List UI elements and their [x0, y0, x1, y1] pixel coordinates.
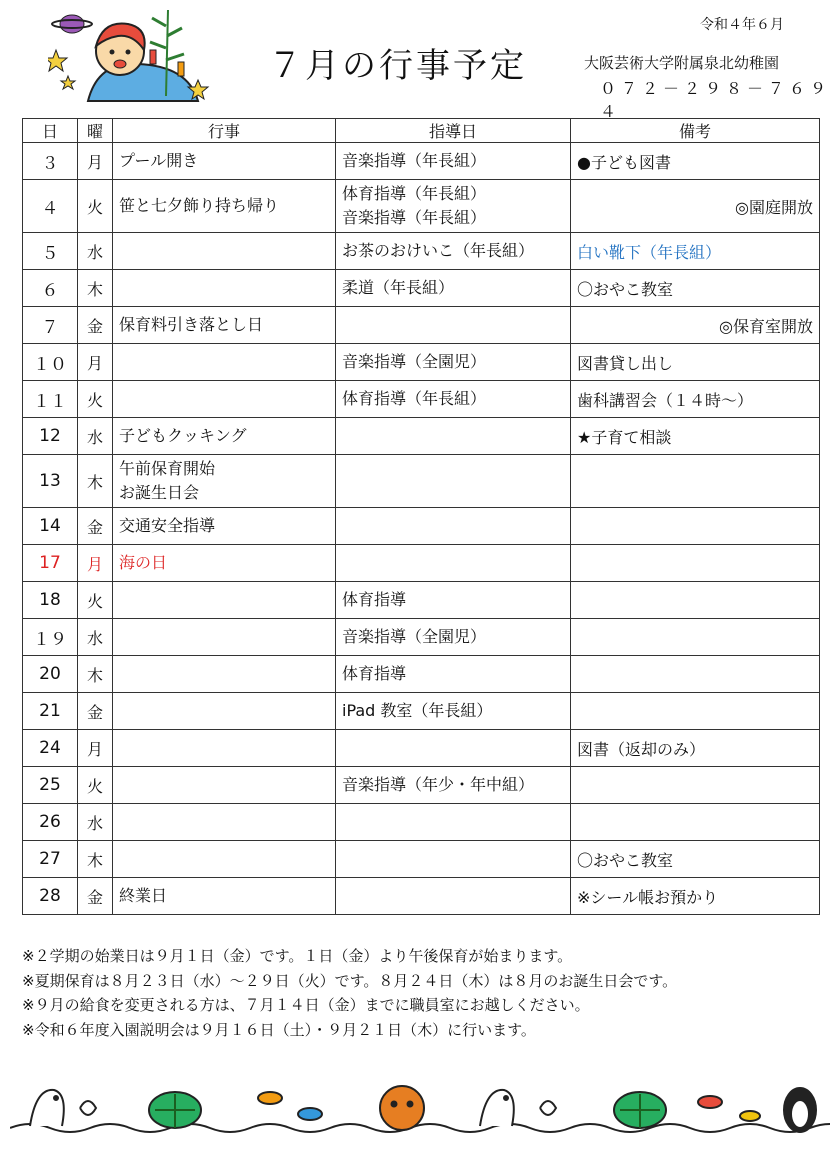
day-cell: 27 [23, 841, 78, 878]
event-text: プール開き [119, 151, 199, 170]
table-row [23, 143, 820, 180]
notes-cell: ★子育て相談 [571, 418, 820, 455]
notes-cell: ◎園庭開放 [571, 180, 820, 233]
guidance-cell [336, 693, 571, 730]
guidance-cell [336, 307, 571, 344]
weekday-cell: 水 [78, 233, 113, 270]
guidance-cell [336, 619, 571, 656]
day-cell: 12 [23, 418, 78, 455]
event-cell [113, 233, 336, 270]
guidance-cell [336, 455, 571, 508]
event-cell [113, 730, 336, 767]
guidance-text: 音楽指導（全園児） [342, 627, 487, 646]
event-cell [113, 582, 336, 619]
event-cell [113, 508, 336, 545]
notes-cell: ◎保育室開放 [571, 307, 820, 344]
guidance-text: 体育指導（年長組） [342, 184, 487, 203]
event-cell [113, 381, 336, 418]
footnote: ※夏期保育は８月２３日（水）～２９日（火）です。８月２４日（木）は８月のお誕生日会です。 [22, 971, 678, 990]
notes-cell: ※シール帳お預かり [571, 878, 820, 915]
event-text: 子どもクッキング [119, 426, 247, 445]
weekday-cell: 木 [78, 656, 113, 693]
guidance-text: 柔道（年長組） [342, 278, 455, 297]
weekday-cell: 月 [78, 730, 113, 767]
event-cell [113, 180, 336, 233]
day-cell: 20 [23, 656, 78, 693]
guidance-cell [336, 878, 571, 915]
notes-cell: 図書貸し出し [571, 344, 820, 381]
notes-cell [571, 656, 820, 693]
weekday-cell: 月 [78, 344, 113, 381]
notes-cell [571, 455, 820, 508]
guidance-text: iPad 教室（年長組） [342, 701, 493, 720]
guidance-cell [336, 344, 571, 381]
guidance-text: 音楽指導（全園児） [342, 352, 487, 371]
table-row [23, 582, 820, 619]
weekday-cell: 月 [78, 143, 113, 180]
weekday-cell: 金 [78, 307, 113, 344]
table-row [23, 804, 820, 841]
guidance-cell [336, 233, 571, 270]
header-notes: 備考 [571, 119, 820, 143]
sea-creatures-border-illustration [10, 1068, 830, 1140]
page-title: ７月の行事予定 [268, 46, 527, 86]
event-cell [113, 270, 336, 307]
schedule-body [23, 143, 820, 915]
guidance-text: 体育指導（年長組） [342, 389, 487, 408]
weekday-cell: 木 [78, 455, 113, 508]
event-cell [113, 656, 336, 693]
notes-cell: 〇おやこ教室 [571, 270, 820, 307]
guidance-cell [336, 545, 571, 582]
table-row [23, 730, 820, 767]
guidance-cell [336, 418, 571, 455]
event-text: 保育料引き落とし日 [119, 315, 264, 334]
event-cell [113, 307, 336, 344]
event-text: お誕生日会 [119, 483, 200, 502]
day-cell: 18 [23, 582, 78, 619]
table-row [23, 545, 820, 582]
footnote: ※９月の給食を変更される方は、７月１４日（金）までに職員室にお越しください。 [22, 996, 590, 1014]
guidance-cell [336, 767, 571, 804]
day-cell: 13 [23, 455, 78, 508]
event-text: 交通安全指導 [119, 516, 216, 535]
event-cell [113, 693, 336, 730]
weekday-cell: 金 [78, 878, 113, 915]
event-cell [113, 841, 336, 878]
guidance-cell [336, 180, 571, 233]
table-row [23, 455, 820, 508]
guidance-text: 体育指導 [342, 664, 407, 683]
day-cell: １１ [23, 381, 78, 418]
weekday-cell: 火 [78, 180, 113, 233]
event-text: 笹と七夕飾り持ち帰り [119, 196, 280, 215]
guidance-cell [336, 381, 571, 418]
table-row [23, 344, 820, 381]
day-cell: ５ [23, 233, 78, 270]
schedule-table [22, 118, 820, 915]
guidance-cell [336, 270, 571, 307]
notes-cell [571, 582, 820, 619]
day-cell: 28 [23, 878, 78, 915]
table-row [23, 841, 820, 878]
day-cell: ４ [23, 180, 78, 233]
header-event: 行事 [113, 119, 336, 143]
table-header-row [23, 119, 820, 143]
day-cell: ６ [23, 270, 78, 307]
event-cell [113, 804, 336, 841]
header-day: 日 [23, 119, 78, 143]
event-cell [113, 878, 336, 915]
guidance-cell [336, 582, 571, 619]
table-row [23, 767, 820, 804]
event-cell [113, 143, 336, 180]
table-row [23, 619, 820, 656]
guidance-cell [336, 804, 571, 841]
event-text: 終業日 [119, 886, 168, 905]
event-cell [113, 344, 336, 381]
weekday-cell: 火 [78, 582, 113, 619]
day-cell: １９ [23, 619, 78, 656]
notes-cell: 歯科講習会（１４時～） [571, 381, 820, 418]
footnotes [22, 944, 677, 1042]
weekday-cell: 木 [78, 270, 113, 307]
weekday-cell: 金 [78, 693, 113, 730]
guidance-text: 音楽指導（年少・年中組） [342, 775, 535, 794]
day-cell: 25 [23, 767, 78, 804]
astronaut-child-illustration [48, 6, 218, 106]
notes-cell [571, 619, 820, 656]
day-cell: 26 [23, 804, 78, 841]
guidance-text: お茶のおけいこ（年長組） [342, 241, 535, 260]
header-guidance: 指導日 [336, 119, 571, 143]
day-cell: ３ [23, 143, 78, 180]
day-cell: 24 [23, 730, 78, 767]
table-row [23, 656, 820, 693]
table-row [23, 233, 820, 270]
footnote: ※令和６年度入園説明会は９月１６日（土）・９月２１日（木）に行います。 [22, 1020, 536, 1039]
event-text: 午前保育開始 [119, 459, 216, 478]
notes-cell: 図書（返却のみ） [571, 730, 820, 767]
day-cell: 21 [23, 693, 78, 730]
day-cell: ７ [23, 307, 78, 344]
notes-cell [571, 693, 820, 730]
table-row [23, 418, 820, 455]
day-cell: 14 [23, 508, 78, 545]
table-row [23, 508, 820, 545]
guidance-cell [336, 656, 571, 693]
weekday-cell: 月 [78, 545, 113, 582]
table-row [23, 180, 820, 233]
notes-cell [571, 508, 820, 545]
guidance-text: 音楽指導（年長組） [342, 208, 487, 227]
event-text: 海の日 [119, 553, 168, 572]
guidance-cell [336, 143, 571, 180]
weekday-cell: 水 [78, 804, 113, 841]
notes-cell [571, 767, 820, 804]
table-row [23, 878, 820, 915]
notes-cell [571, 804, 820, 841]
table-row [23, 381, 820, 418]
guidance-cell [336, 508, 571, 545]
guidance-cell [336, 730, 571, 767]
weekday-cell: 火 [78, 381, 113, 418]
weekday-cell: 木 [78, 841, 113, 878]
table-row [23, 307, 820, 344]
guidance-text: 体育指導 [342, 590, 407, 609]
event-cell [113, 455, 336, 508]
guidance-cell [336, 841, 571, 878]
weekday-cell: 金 [78, 508, 113, 545]
issue-date: 令和４年６月 [700, 17, 784, 33]
notes-cell: 〇おやこ教室 [571, 841, 820, 878]
table-row [23, 693, 820, 730]
event-cell [113, 619, 336, 656]
phone-number: ０７２－２９８－７６９４ [600, 79, 832, 121]
notes-cell [571, 545, 820, 582]
guidance-text: 音楽指導（年長組） [342, 151, 487, 170]
footnote: ※２学期の始業日は９月１日（金）です。１日（金）より午後保育が始まります。 [22, 947, 573, 965]
event-cell [113, 767, 336, 804]
day-cell: １０ [23, 344, 78, 381]
weekday-cell: 水 [78, 619, 113, 656]
event-cell [113, 545, 336, 582]
weekday-cell: 水 [78, 418, 113, 455]
event-cell [113, 418, 336, 455]
header-weekday: 曜 [78, 119, 113, 143]
weekday-cell: 火 [78, 767, 113, 804]
school-name: 大阪芸術大学附属泉北幼稚園 [584, 54, 780, 72]
day-cell: 17 [23, 545, 78, 582]
table-row [23, 270, 820, 307]
notes-cell: ●子ども図書 [571, 143, 820, 180]
notes-cell: 白い靴下（年長組） [571, 233, 820, 270]
